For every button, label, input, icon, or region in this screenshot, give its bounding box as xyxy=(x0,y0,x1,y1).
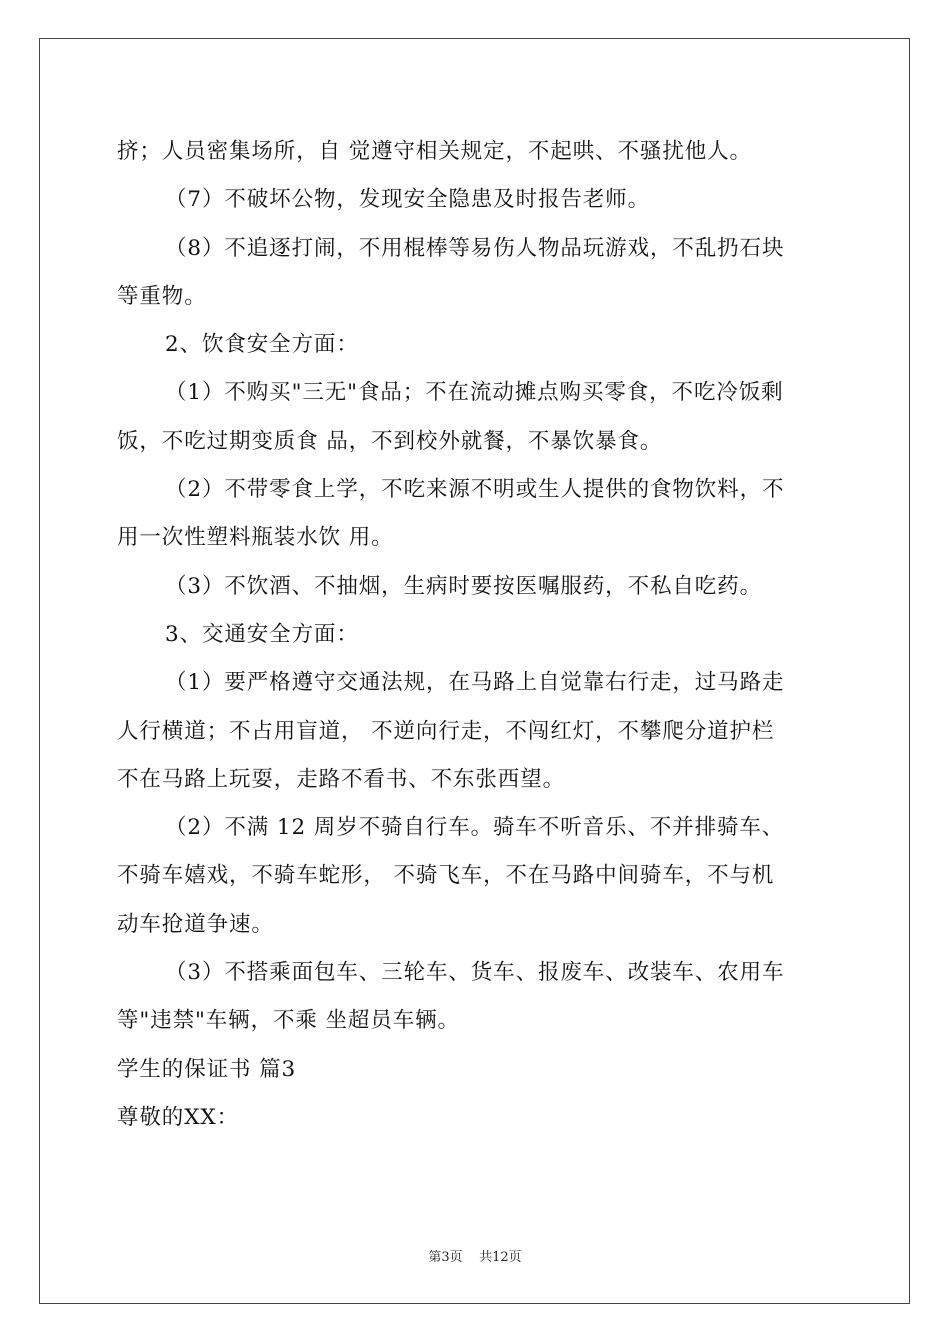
section-heading: 2、饮食安全方面： xyxy=(165,332,359,358)
text-line: 等重物。 xyxy=(117,283,207,309)
text-line: （3）不饮酒、不抽烟，生病时要按医嘱服药，不私自吃药。 xyxy=(165,573,762,599)
page-number: 第3页 xyxy=(428,1250,463,1265)
section-heading: 3、交通安全方面： xyxy=(165,621,359,647)
text-line: （3）不搭乘面包车、三轮车、货车、报废车、改装车、农用车 xyxy=(165,960,785,986)
text-line: （8）不追逐打闹，不用棍棒等易伤人物品玩游戏，不乱扔石块 xyxy=(165,235,785,261)
text-line: 不骑车嬉戏，不骑车蛇形， 不骑飞车，不在马路中间骑车，不与机 xyxy=(117,863,775,889)
text-line: 挤；人员密集场所，自 觉遵守相关规定，不起哄、不骚扰他人。 xyxy=(117,139,752,164)
text-line: 饭，不吃过期变质食 品，不到校外就餐，不暴饮暴食。 xyxy=(117,428,663,454)
text-line: 等"违禁"车辆，不乘 坐超员车辆。 xyxy=(117,1008,460,1034)
text-line: 不在马路上玩耍，走路不看书、不东张西望。 xyxy=(117,766,566,792)
page-total: 共12页 xyxy=(479,1250,522,1265)
salutation: 尊敬的XX： xyxy=(117,1104,240,1130)
text-line: （2）不满 12 周岁不骑自行车。骑车不听音乐、不并排骑车、 xyxy=(165,815,785,841)
text-line: 动车抢道争速。 xyxy=(117,911,274,937)
text-line: （7）不破坏公物，发现安全隐患及时报告老师。 xyxy=(165,187,650,213)
text-line: 用一次性塑料瓶装水饮 用。 xyxy=(117,525,394,551)
text-line: （2）不带零食上学，不吃来源不明或生人提供的食物饮料，不 xyxy=(165,477,785,503)
document-title: 学生的保证书 篇3 xyxy=(117,1056,297,1082)
text-line: （1）不购买"三无"食品；不在流动摊点购买零食，不吃冷饭剩 xyxy=(165,380,784,406)
text-line: （1）要严格遵守交通法规，在马路上自觉靠右行走，过马路走 xyxy=(165,670,785,696)
text-line: 人行横道；不占用盲道， 不逆向行走，不闯红灯，不攀爬分道护栏 xyxy=(117,718,775,744)
document-body xyxy=(117,128,837,1142)
page-footer xyxy=(0,1246,950,1265)
